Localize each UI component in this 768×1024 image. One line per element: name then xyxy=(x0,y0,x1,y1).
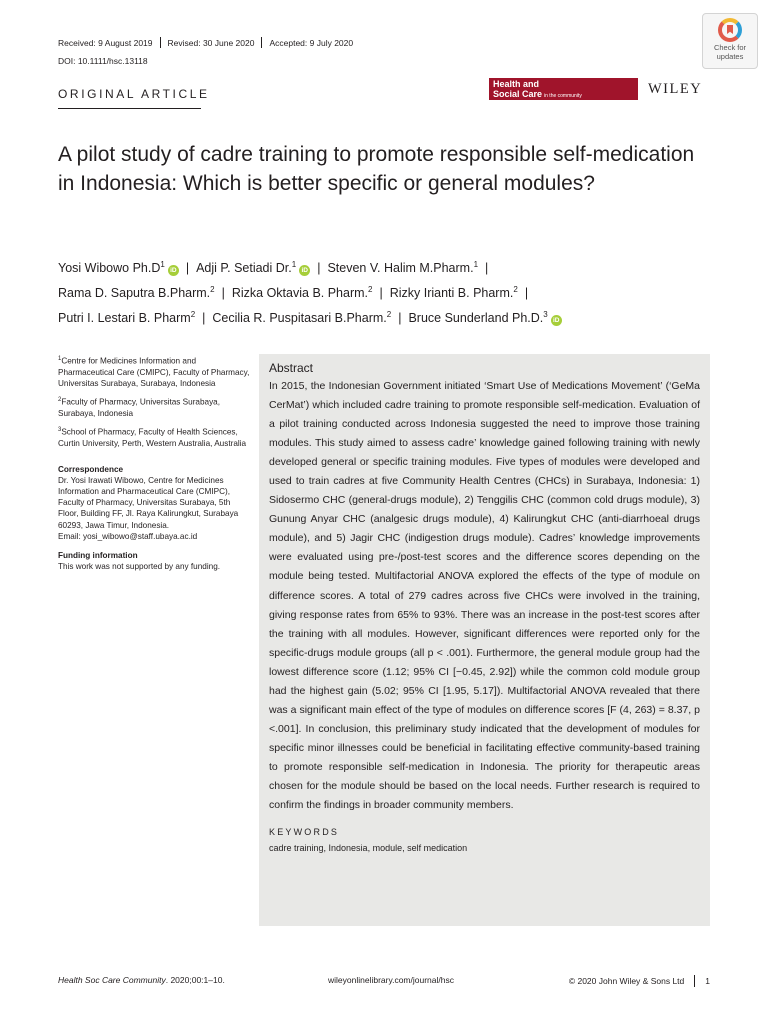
author[interactable] xyxy=(408,311,561,325)
author[interactable] xyxy=(212,311,391,325)
crossmark-label xyxy=(703,44,757,61)
date-divider xyxy=(160,37,161,48)
abstract-body: In 2015, the Indonesian Government initiated ‘Smart Use of Medications Movement’ (‘GeMa CerMat’) which included cadre training to promote responsible self-medication. Evaluation of a pilot training conducted across Indonesia suggested the need to improve those training modules. This study aimed to assess cadre’ knowledge gained following training with newly developed general or specific training modules. Five types of modules were developed and used to train cadres at five Community Health Centres (CHCs) in Surabaya, Indonesia: 1) Sidosermo CHC (general-drugs module), 2) Tenggilis CHC (common cold drugs module), 3) Gunung Anyar CHC (analgesic drugs module), 4) Kalirungkut CHC (anti-diarrhoeal drugs module), and 5) Jagir CHC (indigestion drugs module). Cadres’ knowledge improvements were evaluated using pre-/post-test scores and the difference scores depending on the module being tested. Multifactorial ANOVA explored the effects of the type of module on difference scores. A total of 279 cadres across five CHCs were involved in the training, giving response rates from 65% to 93%. There was an increase in the post-test scores after the training with all modules. However, significant differences were reported only for the specific-drugs module groups (all p < .001). Furthermore, the general module group had the lowest difference score (1.12; 95% CI [−0.45, 2.92]) while the common cold module group had the highest gain (5.02; 95% CI [1.95, 5.17]). Multifactorial ANOVA revealed that there was a significant main effect of the type of modules on difference scores [F (4, 263) = 8.37, p <.001]. In conclusion, this preliminary study indicated that the development of modules for specific minor illnesses could be beneficial in facilitating effective community-based training to promote responsible self-medication in Indonesia. The priority for therapeutic areas chosen for the module should be based on the local needs. Further research is required to confirm the findings in broader community members. xyxy=(269,380,700,812)
author-list xyxy=(58,256,718,331)
crossmark-label-line2: updates xyxy=(716,51,744,61)
publisher-logo: WILEY xyxy=(648,81,703,97)
page-number: 1 xyxy=(705,976,710,986)
author-affiliation-number: 1 xyxy=(473,260,479,269)
author-name: Rama D. Saputra B.Pharm. xyxy=(58,286,211,300)
journal-url[interactable]: wileyonlinelibrary.com/journal/hsc xyxy=(328,975,454,985)
author-affiliation-number: 2 xyxy=(190,310,196,319)
author-affiliation-number: 1 xyxy=(291,260,297,269)
affiliation xyxy=(58,354,250,389)
author-affiliation-number: 2 xyxy=(386,310,392,319)
author-separator: | xyxy=(398,311,402,325)
correspondence xyxy=(58,464,250,542)
affiliation-text: Centre for Medicines Information and Pharmaceutical Care (CMIPC), Faculty of Pharmacy, Universitas Surabaya, Surabaya, Indonesia xyxy=(58,356,250,389)
author-affiliation-number: 2 xyxy=(513,285,518,294)
article-title: A pilot study of cadre training to promote responsible self-medication in Indonesia: Which is better specific or general modules? xyxy=(58,143,695,195)
author-separator: | xyxy=(202,311,206,325)
revised-date: Revised: 30 June 2020 xyxy=(167,37,255,48)
accepted-date: Accepted: 9 July 2020 xyxy=(269,37,354,48)
author-line xyxy=(58,306,718,331)
author-line xyxy=(58,256,718,281)
citation xyxy=(58,975,225,985)
funding-heading: Funding information xyxy=(58,551,138,561)
correspondence-email[interactable]: Email: yosi_wibowo@staff.ubaya.ac.id xyxy=(58,531,198,541)
affiliation xyxy=(58,395,250,419)
correspondence-address: Dr. Yosi Irawati Wibowo, Centre for Medicines Information and Pharmaceutical Care (CMIPC), Faculty of Pharmacy, Universitas Surabaya, 5th Floor, Building FF, Jl. Raya Kalirungkut, Surabaya 60293, Jawa Timur, Indonesia. xyxy=(58,475,239,530)
affiliation-number: 2 xyxy=(58,397,62,404)
author-name: Yosi Wibowo Ph.D xyxy=(58,261,161,275)
author-affiliation-number: 2 xyxy=(210,285,215,294)
affiliation-text: School of Pharmacy, Faculty of Health Sciences, Curtin University, Perth, Western Australia, Australia xyxy=(58,428,247,449)
author[interactable] xyxy=(232,286,373,300)
author-name: Rizka Oktavia B. Pharm. xyxy=(231,286,369,300)
keywords: cadre training, Indonesia, module, self medication xyxy=(269,843,468,854)
author[interactable] xyxy=(58,261,179,275)
keywords-heading: KEYWORDS xyxy=(269,827,340,838)
author[interactable] xyxy=(196,261,310,275)
publication-dates xyxy=(58,37,353,48)
affiliation xyxy=(58,425,250,449)
article-type: ORIGINAL ARTICLE xyxy=(58,87,210,101)
affiliation-number: 1 xyxy=(58,356,62,362)
footer-divider xyxy=(694,975,695,987)
journal-logo-line2: Social Care xyxy=(493,89,543,99)
crossmark-icon xyxy=(718,18,742,42)
author-separator: | xyxy=(221,286,225,300)
crossmark-label-line1: Check for xyxy=(713,43,747,52)
abstract-heading: Abstract xyxy=(269,361,314,375)
article-type-underline xyxy=(58,108,201,109)
orcid-icon[interactable]: iD xyxy=(299,265,310,276)
footer-right xyxy=(569,975,710,987)
journal-logo-line1: Health and xyxy=(493,79,540,89)
author[interactable] xyxy=(58,286,215,300)
author-separator: | xyxy=(485,261,489,275)
citation-details: . 2020;00:1–10. xyxy=(165,975,225,985)
journal-logo-line3: in the community xyxy=(544,93,582,99)
date-divider xyxy=(261,37,262,48)
orcid-icon[interactable]: iD xyxy=(168,265,179,276)
author-name: Steven V. Halim M.Pharm. xyxy=(327,261,474,275)
author-line xyxy=(58,281,718,306)
author-separator: | xyxy=(317,261,321,275)
funding-text: This work was not supported by any funding. xyxy=(58,562,221,572)
author[interactable] xyxy=(390,286,518,300)
affiliation-number: 3 xyxy=(58,427,62,434)
author-affiliation-number: 2 xyxy=(368,285,373,294)
received-date: Received: 9 August 2019 xyxy=(58,37,153,48)
author-name: Rizky Irianti B. Pharm. xyxy=(389,286,514,300)
abstract-box xyxy=(259,354,710,926)
correspondence-heading: Correspondence xyxy=(58,464,124,474)
author[interactable] xyxy=(58,311,195,325)
funding-information xyxy=(58,550,250,572)
author-name: Putri I. Lestari B. Pharm xyxy=(58,311,191,325)
affiliation-text: Faculty of Pharmacy, Universitas Surabaya, Surabaya, Indonesia xyxy=(58,398,220,419)
author-separator: | xyxy=(185,261,190,275)
journal-logo xyxy=(489,78,638,100)
sidebar-info xyxy=(58,354,250,578)
author-separator: | xyxy=(524,286,529,300)
author-separator: | xyxy=(379,286,383,300)
citation-journal: Health Soc Care Community xyxy=(58,975,166,985)
author-name: Bruce Sunderland Ph.D. xyxy=(408,311,544,325)
author-name: Adji P. Setiadi Dr. xyxy=(196,261,292,275)
affiliations xyxy=(58,354,250,450)
check-for-updates-badge[interactable] xyxy=(702,13,758,69)
author-name: Cecilia R. Puspitasari B.Pharm. xyxy=(212,311,387,325)
author-affiliation-number: 3 xyxy=(543,310,548,319)
author-affiliation-number: 1 xyxy=(160,260,165,269)
orcid-icon[interactable]: iD xyxy=(551,315,562,326)
doi[interactable]: DOI: 10.1111/hsc.13118 xyxy=(58,56,148,66)
copyright: © 2020 John Wiley & Sons Ltd xyxy=(568,976,685,986)
author[interactable] xyxy=(327,261,478,275)
